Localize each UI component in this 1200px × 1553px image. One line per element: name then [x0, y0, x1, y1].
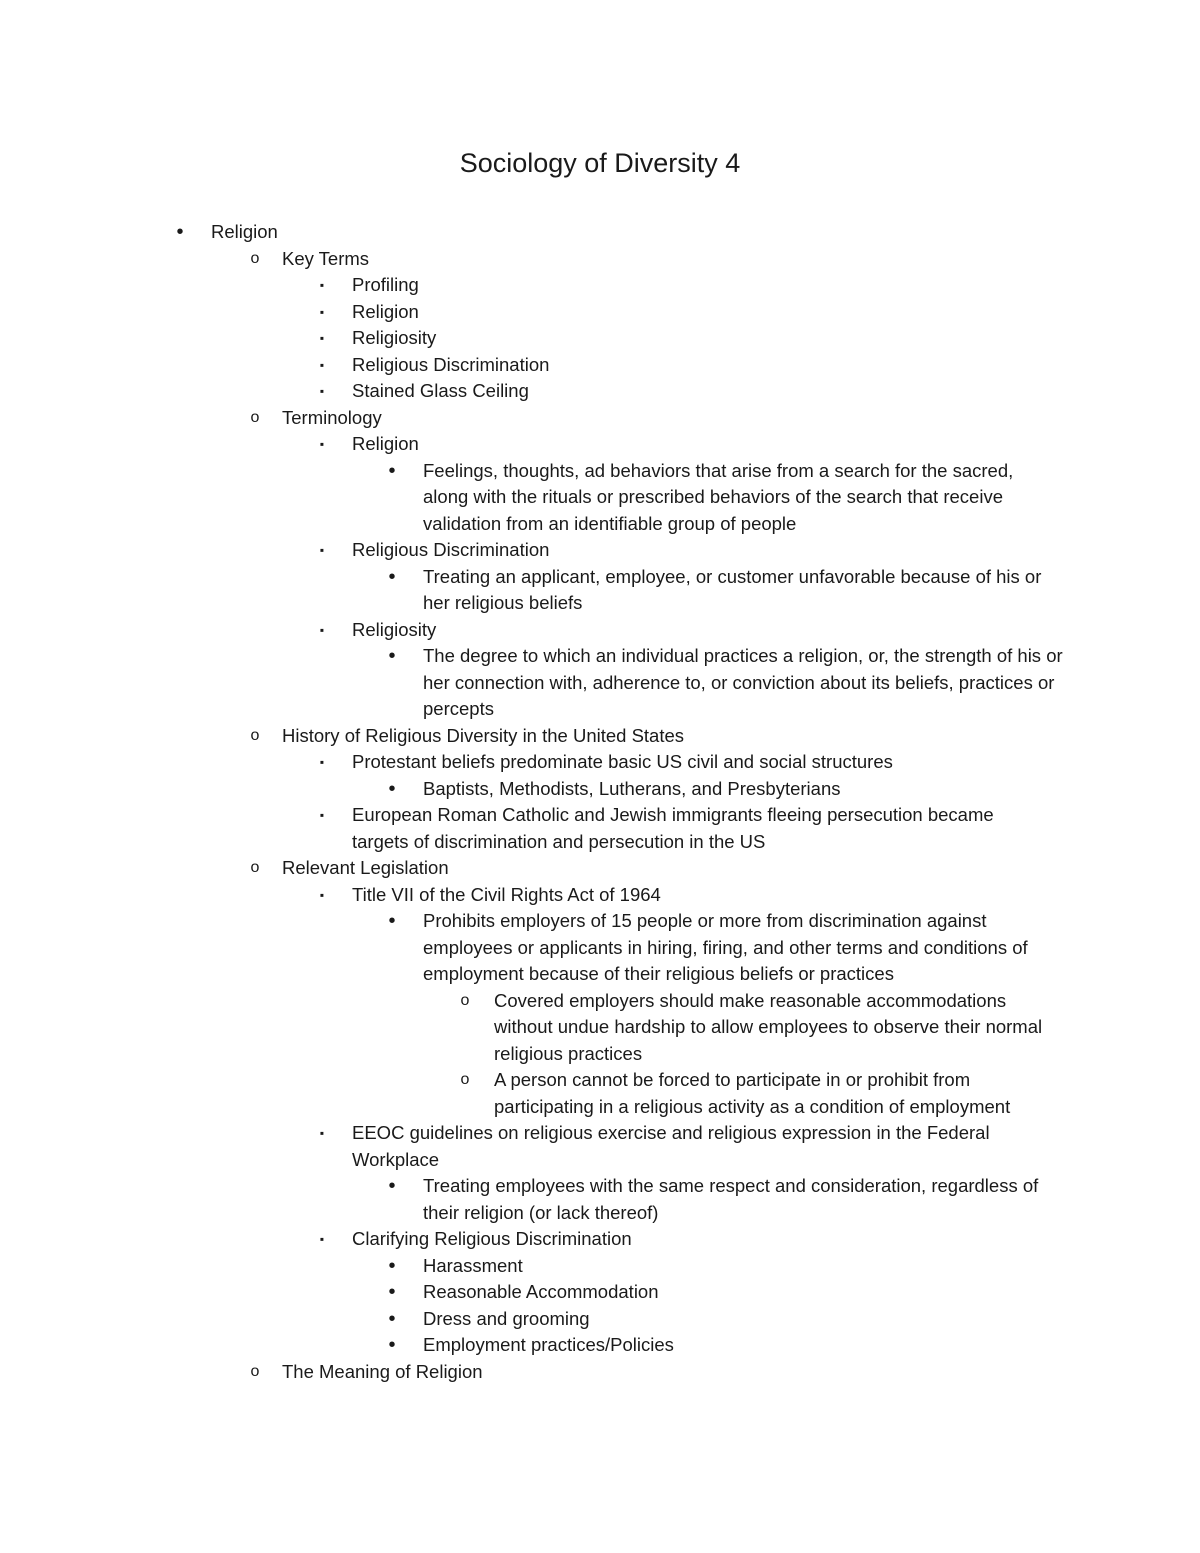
outline-item-level-3 [0, 882, 1200, 909]
outline-item-text: Title VII of the Civil Rights Act of 1964 [352, 883, 661, 905]
bullet-disc-icon: • [388, 1175, 396, 1197]
outline-item-text: Religion [352, 433, 419, 454]
outline-item-level-2 [0, 246, 1200, 273]
outline-item-text: Religious Discrimination [352, 353, 550, 375]
outline-item-level-3 [0, 325, 1200, 352]
outline-item-text: Key Terms [282, 247, 370, 269]
outline-item-level-3 [0, 537, 1200, 564]
bullet-square-icon: ▪ [319, 622, 325, 637]
bullet-disc-icon: • [388, 645, 396, 667]
bullet-square-icon: ▪ [319, 278, 325, 292]
outline-item-text: Stained Glass Ceiling [352, 380, 529, 401]
outline-item-level-4 [0, 1279, 1200, 1306]
outline-item-text: Religiosity [352, 327, 437, 348]
bullet-square-icon: ▪ [319, 543, 325, 557]
outline-item-level-2 [0, 405, 1200, 432]
outline-item-text: Relevant Legislation [282, 857, 449, 878]
bullet-square-icon: ▪ [319, 1232, 325, 1246]
bullet-square-icon: ▪ [319, 1126, 325, 1140]
bullet-circle-icon: o [250, 1362, 260, 1380]
bullet-circle-icon: o [250, 859, 260, 876]
bullet-square-icon: ▪ [319, 755, 325, 769]
bullet-circle-icon: o [460, 991, 470, 1009]
outline-item-level-4 [0, 776, 1200, 803]
document-title: Sociology of Diversity 4 [459, 148, 741, 178]
bullet-disc-icon: • [388, 1334, 396, 1356]
outline-item-text: Terminology [282, 406, 382, 428]
outline-item-level-3 [0, 299, 1200, 326]
outline-item-level-3 [0, 1226, 1200, 1253]
outline-item-text: Religious Discrimination [352, 539, 550, 560]
outline-item-level-3 [0, 1120, 1200, 1173]
bullet-disc-icon: • [388, 565, 396, 588]
outline-item-text: Treating an applicant, employee, or customer unfavorable because of his or her religious beliefs [423, 565, 1042, 613]
outline-item-text: Religion [211, 221, 278, 242]
outline-item-level-3 [0, 378, 1200, 405]
outline-item-text: Clarifying Religious Discrimination [352, 1228, 632, 1249]
outline-item-text: Religiosity [352, 618, 437, 640]
bullet-circle-icon: o [250, 249, 260, 267]
outline-item-level-3 [0, 431, 1200, 458]
outline-item-text: EEOC guidelines on religious exercise and religious expression in the Federal Workplace [352, 1122, 990, 1170]
outline-item-text: Harassment [423, 1254, 523, 1276]
outline-item-level-4 [0, 643, 1200, 723]
bullet-disc-icon: • [388, 1281, 396, 1303]
outline-item-level-3 [0, 749, 1200, 776]
outline-item-text: European Roman Catholic and Jewish immigrants fleeing persecution became targets of discrimination and persecution in the US [352, 804, 994, 852]
outline-item-level-3 [0, 617, 1200, 644]
bullet-disc-icon: • [176, 221, 184, 243]
outline-item-text: Covered employers should make reasonable accommodations without undue hardship to allow employees to observe their normal religious practices [494, 989, 1043, 1064]
bullet-circle-icon: o [250, 726, 260, 744]
outline-item-text: The degree to which an individual practices a religion, or, the strength of his or her connection with, adherence to, or conviction about its beliefs, practices or percepts [423, 645, 1063, 719]
outline-item-text: A person cannot be forced to participate in or prohibit from participating in a religious activity as a condition of employment [494, 1069, 1011, 1117]
bullet-circle-icon: o [460, 1071, 470, 1088]
outline-item-level-4 [0, 1332, 1200, 1359]
outline-item-level-1 [0, 219, 1200, 246]
outline-item-text: Dress and grooming [423, 1307, 590, 1329]
outline-item-level-3 [0, 272, 1200, 299]
outline-item-text: Baptists, Methodists, Lutherans, and Presbyterians [423, 777, 841, 799]
bullet-square-icon: ▪ [319, 304, 325, 319]
outline-item-level-4 [0, 1306, 1200, 1333]
outline-item-level-2 [0, 1359, 1200, 1386]
bullet-disc-icon: • [388, 459, 396, 482]
outline-item-level-4 [0, 458, 1200, 538]
outline-item-text: Feelings, thoughts, ad behaviors that arise from a search for the sacred, along with the rituals or prescribed behaviors of the search that receive validation from an identifiable group of people [423, 459, 1014, 534]
outline-item-level-2 [0, 723, 1200, 750]
bullet-square-icon: ▪ [319, 357, 325, 372]
bullet-disc-icon: • [388, 910, 396, 932]
outline-item-text: Prohibits employers of 15 people or more from discrimination against employees or applicants in hiring, firing, and other terms and conditions of employment because of their religious beliefs or practices [423, 910, 1028, 984]
bullet-square-icon: ▪ [319, 887, 325, 902]
bullet-square-icon: ▪ [319, 384, 325, 398]
outline-item-text: Employment practices/Policies [423, 1334, 674, 1355]
outline-item-text: Profiling [352, 274, 419, 295]
outline-item-level-4 [0, 1173, 1200, 1226]
outline-list [0, 219, 1200, 1385]
bullet-circle-icon: o [250, 408, 260, 426]
bullet-disc-icon: • [388, 1307, 396, 1330]
bullet-disc-icon: • [388, 777, 396, 800]
outline-item-text: Religion [352, 300, 419, 322]
outline-item-level-4 [0, 1253, 1200, 1280]
outline-item-text: Treating employees with the same respect and consideration, regardless of their religion (or lack thereof) [423, 1175, 1039, 1223]
outline-item-level-5 [0, 988, 1200, 1068]
bullet-square-icon: ▪ [319, 331, 325, 345]
bullet-square-icon: ▪ [319, 808, 325, 822]
outline-item-text: The Meaning of Religion [282, 1360, 483, 1382]
outline-item-text: History of Religious Diversity in the United States [282, 724, 685, 746]
bullet-disc-icon: • [388, 1254, 396, 1277]
outline-item-level-3 [0, 352, 1200, 379]
bullet-square-icon: ▪ [319, 437, 325, 451]
outline-item-text: Protestant beliefs predominate basic US civil and social structures [352, 751, 893, 772]
outline-item-text: Reasonable Accommodation [423, 1281, 659, 1302]
outline-item-level-2 [0, 855, 1200, 882]
outline-item-level-5 [0, 1067, 1200, 1120]
outline-item-level-3 [0, 802, 1200, 855]
outline-item-level-4 [0, 564, 1200, 617]
outline-item-level-4 [0, 908, 1200, 988]
